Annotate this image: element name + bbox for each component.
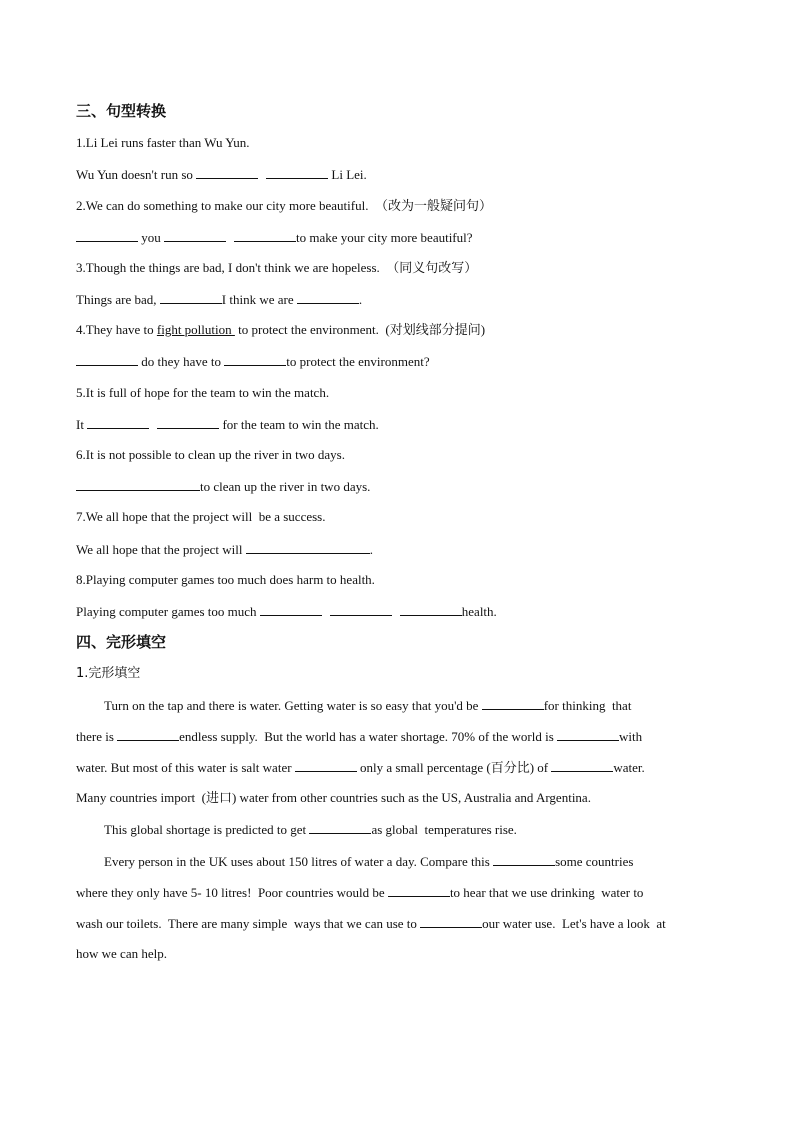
- cloze-blank[interactable]: [493, 852, 555, 866]
- answer-blank[interactable]: [76, 477, 200, 491]
- cloze-p3-line-1: [104, 852, 633, 871]
- question-4-prompt: [76, 321, 485, 339]
- question-7-prompt: 7.We all hope that the project will be a success.: [76, 509, 326, 524]
- answer-text: .: [369, 542, 373, 557]
- cloze-blank[interactable]: [551, 758, 613, 772]
- answer-blank[interactable]: [76, 352, 138, 366]
- cloze-p3-line-3: [76, 914, 666, 933]
- answer-blank[interactable]: [224, 352, 286, 366]
- prompt-text: to protect the environment. (对划线部分提问): [234, 322, 486, 337]
- cloze-p2-line-1: [104, 820, 517, 839]
- question-2-answer-line: [76, 228, 473, 247]
- answer-blank[interactable]: [87, 415, 149, 429]
- answer-text: We all hope that the project will: [76, 542, 246, 557]
- answer-blank[interactable]: [234, 228, 296, 242]
- question-5-answer-line: [76, 415, 379, 434]
- underlined-phrase: fight pollution: [156, 322, 235, 337]
- question-3-answer-line: [76, 290, 362, 309]
- passage-text: with: [619, 729, 643, 744]
- cloze-p3-line-2: [76, 883, 643, 902]
- cloze-blank[interactable]: [420, 914, 482, 928]
- answer-text: I think we are: [221, 292, 297, 307]
- prompt-text: 4.They have to: [76, 322, 157, 337]
- cloze-p1-line-4: Many countries import (进口) water from other countries such as the US, Australia and Argentina.: [76, 790, 591, 805]
- answer-blank[interactable]: [330, 602, 392, 616]
- cloze-p1-line-3: [76, 758, 645, 777]
- question-4-answer-line: [76, 352, 430, 371]
- passage-text: Turn on the tap and there is water. Getting water is so easy that you'd be: [104, 698, 482, 713]
- answer-text: Wu Yun doesn't run so: [76, 167, 197, 182]
- passage-text: to hear that we use drinking water to: [449, 885, 644, 900]
- question-8-prompt: 8.Playing computer games too much does harm to health.: [76, 572, 375, 587]
- passage-text: where they only have 5- 10 litres! Poor countries would be: [76, 885, 388, 900]
- passage-text: some countries: [555, 854, 634, 869]
- answer-blank[interactable]: [76, 228, 138, 242]
- passage-text: as global temperatures rise.: [371, 822, 517, 837]
- answer-text: It: [76, 417, 88, 432]
- cloze-p1-line-1: [104, 696, 631, 715]
- cloze-blank[interactable]: [388, 883, 450, 897]
- answer-text: for the team to win the match.: [219, 417, 379, 432]
- answer-blank[interactable]: [196, 165, 258, 179]
- passage-text: there is: [76, 729, 118, 744]
- passage-text: water. But most of this water is salt water: [76, 760, 295, 775]
- passage-text: wash our toilets. There are many simple ways that we can use to: [76, 916, 421, 931]
- answer-blank[interactable]: [400, 602, 462, 616]
- answer-blank[interactable]: [157, 415, 219, 429]
- cloze-blank[interactable]: [117, 727, 179, 741]
- cloze-p1-line-2: [76, 727, 642, 746]
- question-8-answer-line: [76, 602, 497, 621]
- cloze-blank[interactable]: [309, 820, 371, 834]
- answer-text: do they have to: [138, 354, 225, 369]
- answer-blank[interactable]: [164, 228, 226, 242]
- answer-text: Playing computer games too much: [76, 604, 260, 619]
- cloze-blank[interactable]: [295, 758, 357, 772]
- answer-blank[interactable]: [297, 290, 359, 304]
- answer-text: .: [358, 292, 363, 307]
- answer-text: to protect the environment?: [286, 354, 430, 369]
- passage-text: only a small percentage (百分比) of: [356, 760, 552, 775]
- passage-text: our water use. Let's have a look at: [482, 916, 666, 931]
- question-3-prompt: 3.Though the things are bad, I don't think we are hopeless. （同义句改写）: [76, 260, 478, 275]
- question-5-prompt: 5.It is full of hope for the team to win the match.: [76, 385, 330, 400]
- answer-text: Things are bad,: [76, 292, 160, 307]
- question-7-answer-line: [76, 540, 373, 559]
- answer-text: Li Lei.: [328, 167, 367, 182]
- passage-text: water.: [613, 760, 645, 775]
- answer-blank[interactable]: [266, 165, 328, 179]
- passage-text: for thinking that: [543, 698, 632, 713]
- answer-blank[interactable]: [260, 602, 322, 616]
- question-6-prompt: 6.It is not possible to clean up the river in two days.: [76, 447, 345, 462]
- answer-text: health.: [461, 604, 497, 619]
- cloze-p3-line-4: how we can help.: [76, 946, 167, 961]
- question-2-prompt: 2.We can do something to make our city more beautiful. （改为一般疑问句）: [76, 198, 492, 213]
- question-6-answer-line: [76, 477, 370, 496]
- section-heading-sentence-transformation: 三、句型转换: [76, 102, 167, 120]
- answer-blank[interactable]: [160, 290, 222, 304]
- cloze-subheading: 1.完形填空: [76, 666, 141, 681]
- question-1-answer-line: [76, 165, 367, 184]
- answer-text: to clean up the river in two days.: [200, 479, 371, 494]
- answer-text: you: [138, 230, 164, 245]
- passage-text: Every person in the UK uses about 150 litres of water a day. Compare this: [104, 854, 494, 869]
- passage-text: This global shortage is predicted to get: [104, 822, 310, 837]
- answer-blank[interactable]: [246, 540, 370, 554]
- answer-text: to make your city more beautiful?: [296, 230, 473, 245]
- cloze-blank[interactable]: [482, 696, 544, 710]
- passage-text: endless supply. But the world has a water shortage. 70% of the world is: [179, 729, 558, 744]
- section-heading-cloze: 四、完形填空: [76, 633, 167, 651]
- question-1-prompt: 1.Li Lei runs faster than Wu Yun.: [76, 135, 250, 150]
- cloze-blank[interactable]: [557, 727, 619, 741]
